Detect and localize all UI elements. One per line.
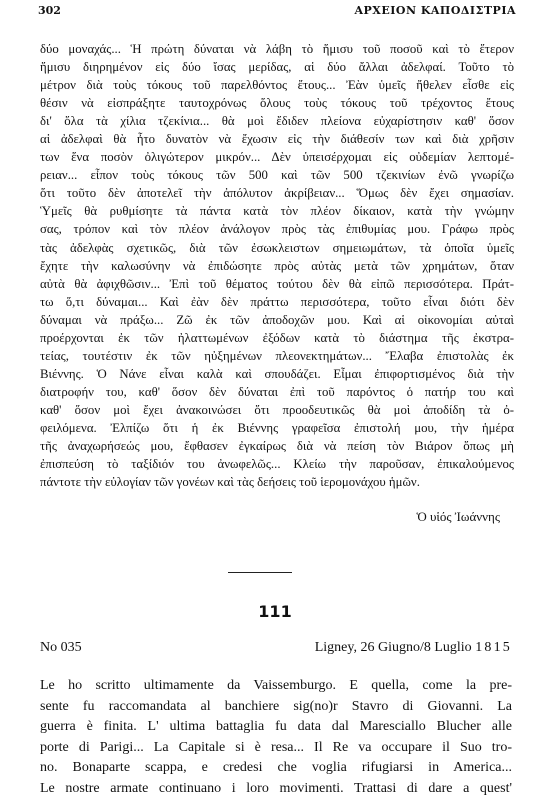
section-divider [228, 572, 292, 573]
text-line: Ὑμεῖς θὰ ρυθμίσητε τὰ πάντα κατὰ τὸν πλέον δίκαιον, κατὰ τὴν γνώμην [40, 204, 514, 219]
text-line: guerra è finita. L' ultima battaglia fu data dal Maresciallo Blucher alle [40, 719, 512, 734]
text-line: Le ho scritto ultimamente da Vaissemburgo. E quella, come la pre- [40, 678, 512, 693]
document-dateline [40, 640, 512, 658]
text-line: sente fu raccomandata al banchiere sig(no)r Stavro di Giovanni. La [40, 698, 512, 714]
date-year: 1815 [475, 640, 512, 655]
text-line: no. Bonaparte scappa, e credesi che voglia rifugiarsi in America... [40, 760, 512, 775]
text-line: ἥμισυ διηρημένον εἰς δύο ἴσας μερίδας, αἱ δύο ἄλλαι ἀδελφαί. Τοῦτο τὸ [40, 60, 514, 75]
text-line: θέσιν νὰ εἰσπράξητε ταυτοχρόνως ὅλους τοὺς τόκους τοῦ τρέχοντος ἔτους [40, 96, 514, 111]
text-line: τω ὅ,τι δύναμαι... Καὶ ἐὰν δὲν πράττω περισσότερα, τοῦτο εἶναι διότι δὲν [40, 294, 514, 309]
text-line: τὰς ἀδελφὰς σχετικῶς, διὰ τῶν ἐσωκλειστων σημειωμάτων, τὰ ὁποῖα ὑμεῖς [40, 240, 514, 255]
text-line: καθ' ὅσον μοὶ ἔχει ἀνακοινώσει ὅτι προοδευτικῶς θὰ μοὶ ἀποδίδη τὰ ὀ- [40, 402, 514, 417]
text-line: ρειαν... εἶπον τοὺς τόκους τῶν 500 καὶ τῶν 500 τζεκινίων ἐνῶ γνωρίζω [40, 168, 514, 183]
text-line: Le nostre armate continuano i loro movimenti. Trattasi di dare a quest' [40, 780, 512, 796]
running-title: ΑΡΧΕΙΟΝ ΚΑΠΟΔΙΣΤΡΙΑ [354, 4, 516, 17]
text-line: σας, τρόπον καὶ τὸν πλέον ἀνάλογον πρὸς τὰς ἐπιθυμίας μου. Γράφω πρὸς [40, 222, 514, 237]
text-line: των ἕνα ποσὸν ὀλιγώτερον μικρόν... Δὲν ὑπεισέρχομαι εἰς οὐδεμίαν λεπτομέ- [40, 150, 514, 165]
document-reference: No 035 [40, 640, 82, 655]
letter-signature: Ὁ υἱός Ἰωάννης [416, 509, 500, 524]
italian-letter-body [40, 676, 512, 799]
text-line: προέρχονται ἐκ τῶν ἠλαττωμένων ἐξόδων κατὰ τὸ διάστημα τῆς ἐκστρα- [40, 330, 514, 345]
text-line: τείας, τουτέστιν ἐκ τῶν ηὐξημένων πλεονεκτημάτων... Ἔλαβα ἐπιστολὰς ἐκ [40, 348, 514, 363]
text-line: διατροφήν του, καθ' ὅσον δὲν δύναται ἐπὶ τοῦ παρόντος ὁ πατήρ του καὶ [40, 384, 514, 399]
text-line: πάντοτε τὴν εὐλογίαν τῶν γονέων καὶ τὰς δεήσεις τοῦ ἱερομονάχου ἡμῶν. [40, 475, 420, 490]
place-and-date [315, 640, 512, 656]
text-line: porte di Parigi... La Capitale si è resa... Il Re va occupare il Suo tro- [40, 739, 512, 755]
page-number: 302 [38, 4, 61, 17]
text-line: δι' ὅλα τὰ χίλια τζεκίνια... θὰ μοὶ ἔδιδεν πλείονα εὐχαρίστησιν καθ' ὅσον [40, 114, 514, 129]
text-line: ὅτι τοῦτο δὲν ἀποτελεῖ τὴν ἀπόλυτον ἀκρίβειαν... Ὅμως δὲν ἔχει σημασίαν. [40, 186, 514, 201]
text-line: δύναμαι νὰ πράξω... Ζῶ ἐκ τῶν ἀποδοχῶν μου. Καὶ αἱ οἰκονομίαι αὐταὶ [40, 312, 514, 327]
text-line: ἔχητε τὴν καλωσύνην νὰ ἐπιδώσητε πρὸς αὐτὰς μετὰ τῶν χρημάτων, ὅταν [40, 258, 514, 273]
document-number: 111 [258, 602, 292, 621]
greek-letter-body [40, 40, 514, 491]
text-line: δύο μοναχάς... Ἡ πρώτη δύναται νὰ λάβη τὸ ἥμισυ τοῦ ποσοῦ καὶ τὸ ἕτερον [40, 42, 514, 56]
text-line: ἐπισπεύση τὸ ταξίδιόν του ἀνωφελῶς... Κλείω τὴν παροῦσαν, ἐπικαλούμενος [40, 457, 514, 472]
page-header [38, 4, 516, 20]
text-line: Βιέννης. Ὁ Νάνε εἶναι καλὰ καὶ σπουδάζει. Εἶμαι ἐπιφορτισμένος διὰ τὴν [40, 366, 514, 381]
text-line: φειλόμενα. Ἐλπίζω ὅτι ἡ ἐκ Βιέννης γραφεῖσα ἐπιστολή μου, τὴν ἡμέρα [40, 420, 514, 435]
place-date-text: Ligney, 26 Giugno/8 Luglio [314, 640, 472, 655]
text-line: αἱ ἀδελφαὶ θὰ ἦτο δυνατὸν νὰ ἔχωσιν εἰς τὴν διάθεσίν των καὶ διὰ χρῆσιν [40, 132, 514, 147]
text-line: μέτρον διὰ τοὺς τόκους τοῦ παρελθόντος ἔτους... Ἐὰν ὑμεῖς ἤθελεν εἶσθε εἰς [40, 78, 514, 93]
text-line: τῆς ἀναχωρήσεώς μου, ἔφθασεν ἐγκαίρως διὰ νὰ πείση τὸν Βιάρον ὅπως μὴ [40, 439, 514, 454]
text-line: αὐτὰ θὰ ἀφιχθῶσιν... Ἐπὶ τοῦ θέματος τούτου δὲν θὰ εἰπῶ περισσότερα. Πράτ- [40, 276, 514, 291]
